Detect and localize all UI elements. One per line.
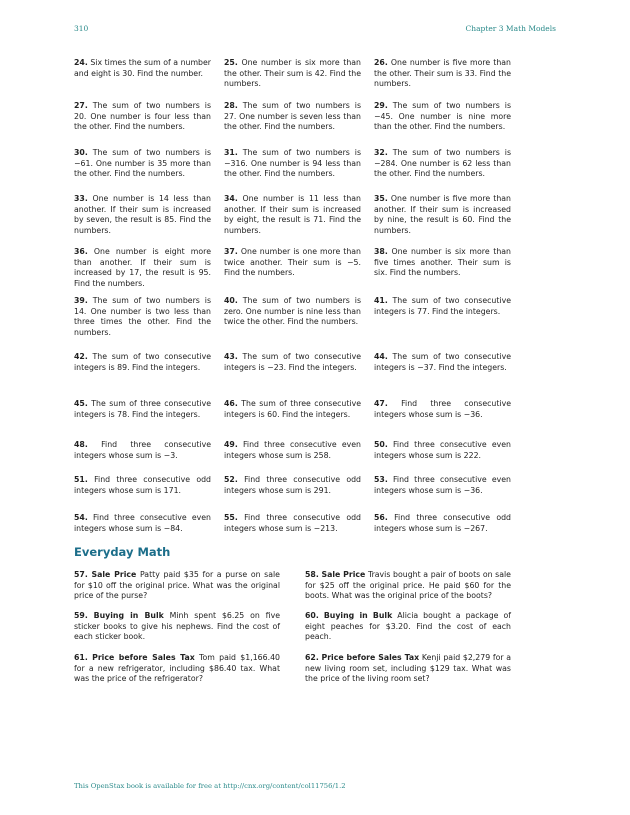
exercise-number: 50. <box>374 440 388 449</box>
exercise-50 <box>374 440 511 475</box>
exercise-number: 25. <box>224 58 238 67</box>
exercise-51 <box>74 475 211 513</box>
exercise-number: 61. <box>74 653 88 662</box>
exercise-number: 30. <box>74 148 88 157</box>
exercise-text: One number is five more than another. If their sum is increased by nine, the result is 60. Find the numbers. <box>374 194 511 235</box>
exercise-text: The sum of two consecutive integers is −37. Find the integers. <box>374 352 511 372</box>
exercise-topic: Sale Price <box>321 570 366 579</box>
exercise-number: 28. <box>224 101 238 110</box>
exercise-row <box>74 352 511 399</box>
exercise-topic: Buying in Bulk <box>323 611 393 620</box>
exercise-text: Find three consecutive even integers whose sum is 258. <box>224 440 361 460</box>
exercise-row <box>74 101 511 148</box>
exercise-text: The sum of two numbers is 14. One number is two less than three times the other. Find the numbers. <box>74 296 211 337</box>
exercise-26 <box>374 58 511 101</box>
exercise-topic: Price before Sales Tax <box>92 653 195 662</box>
exercise-number: 45. <box>74 399 88 408</box>
exercise-text: Six times the sum of a number and eight is 30. Find the number. <box>74 58 211 78</box>
exercise-number: 32. <box>374 148 388 157</box>
exercise-24 <box>74 58 211 101</box>
exercise-text: The sum of three consecutive integers is 60. Find the integers. <box>224 399 361 419</box>
exercise-56 <box>374 513 511 543</box>
exercise-row <box>74 247 511 296</box>
exercise-row <box>74 513 511 543</box>
exercise-text: One number is six more than five times another. Their sum is six. Find the numbers. <box>374 247 511 278</box>
exercise-text: Find three consecutive odd integers whose sum is 291. <box>224 475 361 495</box>
exercise-text: One number is six more than the other. Their sum is 42. Find the numbers. <box>224 58 361 89</box>
exercise-number: 62. <box>305 653 319 662</box>
exercise-61 <box>74 653 280 703</box>
exercise-59 <box>74 611 280 653</box>
exercise-53 <box>374 475 511 513</box>
exercise-27 <box>74 101 211 148</box>
exercise-topic: Buying in Bulk <box>93 611 164 620</box>
exercise-number: 41. <box>374 296 388 305</box>
exercise-number: 47. <box>374 399 388 408</box>
page-footer: This OpenStax book is available for free at http://cnx.org/content/col11756/1.2 <box>74 782 346 790</box>
exercise-grid <box>74 58 511 543</box>
exercise-text: The sum of two numbers is −45. One number is nine more than the other. Find the numbers. <box>374 101 511 132</box>
exercise-35 <box>374 194 511 247</box>
exercise-number: 42. <box>74 352 88 361</box>
exercise-number: 59. <box>74 611 88 620</box>
exercise-47 <box>374 399 511 440</box>
exercise-number: 39. <box>74 296 88 305</box>
exercise-text: Find three consecutive integers whose sum is −3. <box>74 440 211 460</box>
exercise-text: The sum of two numbers is zero. One number is nine less than twice the other. Find the numbers. <box>224 296 361 327</box>
exercise-49 <box>224 440 361 475</box>
exercise-30 <box>74 148 211 194</box>
exercise-number: 37. <box>224 247 238 256</box>
section-title: Everyday Math <box>74 545 171 559</box>
page-number: 310 <box>74 24 89 33</box>
everyday-row <box>74 653 511 703</box>
exercise-54 <box>74 513 211 543</box>
exercise-number: 33. <box>74 194 88 203</box>
exercise-44 <box>374 352 511 399</box>
exercise-number: 55. <box>224 513 238 522</box>
exercise-43 <box>224 352 361 399</box>
exercise-45 <box>74 399 211 440</box>
exercise-number: 34. <box>224 194 238 203</box>
exercise-55 <box>224 513 361 543</box>
exercise-row <box>74 399 511 440</box>
exercise-60 <box>305 611 511 653</box>
exercise-text: One number is 11 less than another. If their sum is increased by eight, the result is 71. Find the numbers. <box>224 194 361 235</box>
exercise-58 <box>305 570 511 611</box>
exercise-48 <box>74 440 211 475</box>
exercise-number: 57. <box>74 570 88 579</box>
exercise-text: Alicia bought a package of eight peaches for $3.20. Find the cost of each peach. <box>305 611 511 642</box>
exercise-42 <box>74 352 211 399</box>
exercise-text: Find three consecutive odd integers whose sum is −267. <box>374 513 511 533</box>
exercise-text: Tom paid $1,166.40 for a new refrigerator, including $86.40 tax. What was the price of the refrigerator? <box>74 653 280 684</box>
exercise-row <box>74 58 511 101</box>
exercise-number: 44. <box>374 352 388 361</box>
exercise-row <box>74 475 511 513</box>
exercise-33 <box>74 194 211 247</box>
exercise-46 <box>224 399 361 440</box>
exercise-number: 60. <box>305 611 319 620</box>
exercise-text: Find three consecutive integers whose sum is −36. <box>374 399 511 419</box>
exercise-number: 54. <box>74 513 88 522</box>
exercise-25 <box>224 58 361 101</box>
exercise-number: 48. <box>74 440 88 449</box>
everyday-math-grid <box>74 570 511 703</box>
exercise-number: 40. <box>224 296 238 305</box>
exercise-number: 58. <box>305 570 319 579</box>
exercise-number: 29. <box>374 101 388 110</box>
exercise-37 <box>224 247 361 296</box>
exercise-number: 53. <box>374 475 388 484</box>
exercise-number: 52. <box>224 475 238 484</box>
exercise-text: The sum of two numbers is −284. One number is 62 less than the other. Find the numbers. <box>374 148 511 179</box>
exercise-text: One number is 14 less than another. If their sum is increased by seven, the result is 85. Find the numbers. <box>74 194 211 235</box>
exercise-number: 56. <box>374 513 388 522</box>
exercise-text: One number is one more than twice another. Their sum is −5. Find the numbers. <box>224 247 361 278</box>
exercise-text: Kenji paid $2,279 for a new living room set, including $129 tax. What was the price of the living room set? <box>305 653 512 684</box>
exercise-text: The sum of two consecutive integers is 77. Find the integers. <box>374 296 511 316</box>
exercise-40 <box>224 296 361 352</box>
exercise-text: Minh spent $6.25 on five sticker books to give his nephews. Find the cost of each sticker book. <box>74 611 280 642</box>
exercise-text: The sum of two numbers is 27. One number is seven less than the other. Find the numbers. <box>224 101 361 132</box>
exercise-topic: Sale Price <box>91 570 137 579</box>
exercise-28 <box>224 101 361 148</box>
exercise-number: 46. <box>224 399 238 408</box>
everyday-row <box>74 611 511 653</box>
exercise-34 <box>224 194 361 247</box>
exercise-topic: Price before Sales Tax <box>321 653 420 662</box>
exercise-text: The sum of two numbers is −316. One number is 94 less than the other. Find the numbers. <box>224 148 361 179</box>
exercise-number: 36. <box>74 247 88 256</box>
chapter-title: Chapter 3 Math Models <box>465 24 556 33</box>
exercise-text: The sum of three consecutive integers is 78. Find the integers. <box>74 399 211 419</box>
exercise-29 <box>374 101 511 148</box>
exercise-32 <box>374 148 511 194</box>
exercise-number: 38. <box>374 247 388 256</box>
exercise-text: Find three consecutive even integers whose sum is −36. <box>374 475 511 495</box>
exercise-number: 31. <box>224 148 238 157</box>
exercise-number: 24. <box>74 58 88 67</box>
exercise-38 <box>374 247 511 296</box>
exercise-number: 43. <box>224 352 238 361</box>
exercise-row <box>74 440 511 475</box>
exercise-text: The sum of two consecutive integers is 89. Find the integers. <box>74 352 211 372</box>
exercise-text: Find three consecutive even integers whose sum is −84. <box>74 513 211 533</box>
page-header <box>74 24 556 38</box>
exercise-row <box>74 194 511 247</box>
exercise-39 <box>74 296 211 352</box>
exercise-text: The sum of two numbers is 20. One number is four less than the other. Find the numbers. <box>74 101 211 132</box>
exercise-36 <box>74 247 211 296</box>
exercise-text: Find three consecutive even integers whose sum is 222. <box>374 440 511 460</box>
exercise-text: One number is five more than the other. Their sum is 33. Find the numbers. <box>374 58 511 89</box>
exercise-number: 27. <box>74 101 88 110</box>
exercise-text: One number is eight more than another. If their sum is increased by 17, the result is 95. Find the numbers. <box>74 247 211 288</box>
exercise-text: The sum of two consecutive integers is −23. Find the integers. <box>224 352 361 372</box>
exercise-number: 35. <box>374 194 388 203</box>
exercise-number: 51. <box>74 475 88 484</box>
everyday-row <box>74 570 511 611</box>
exercise-text: Find three consecutive odd integers whose sum is −213. <box>224 513 361 533</box>
exercise-52 <box>224 475 361 513</box>
exercise-row <box>74 148 511 194</box>
exercise-31 <box>224 148 361 194</box>
exercise-number: 49. <box>224 440 238 449</box>
exercise-text: Patty paid $35 for a purse on sale for $10 off the original price. What was the original price of the purse? <box>74 570 280 601</box>
exercise-text: The sum of two numbers is −61. One number is 35 more than the other. Find the numbers. <box>74 148 211 179</box>
exercise-62 <box>305 653 511 703</box>
exercise-row <box>74 296 511 352</box>
exercise-41 <box>374 296 511 352</box>
exercise-text: Travis bought a pair of boots on sale for $25 off the original price. He paid $60 for the boots. What was the original price of the boots? <box>305 570 511 601</box>
exercise-57 <box>74 570 280 611</box>
exercise-text: Find three consecutive odd integers whose sum is 171. <box>74 475 211 495</box>
exercise-number: 26. <box>374 58 388 67</box>
